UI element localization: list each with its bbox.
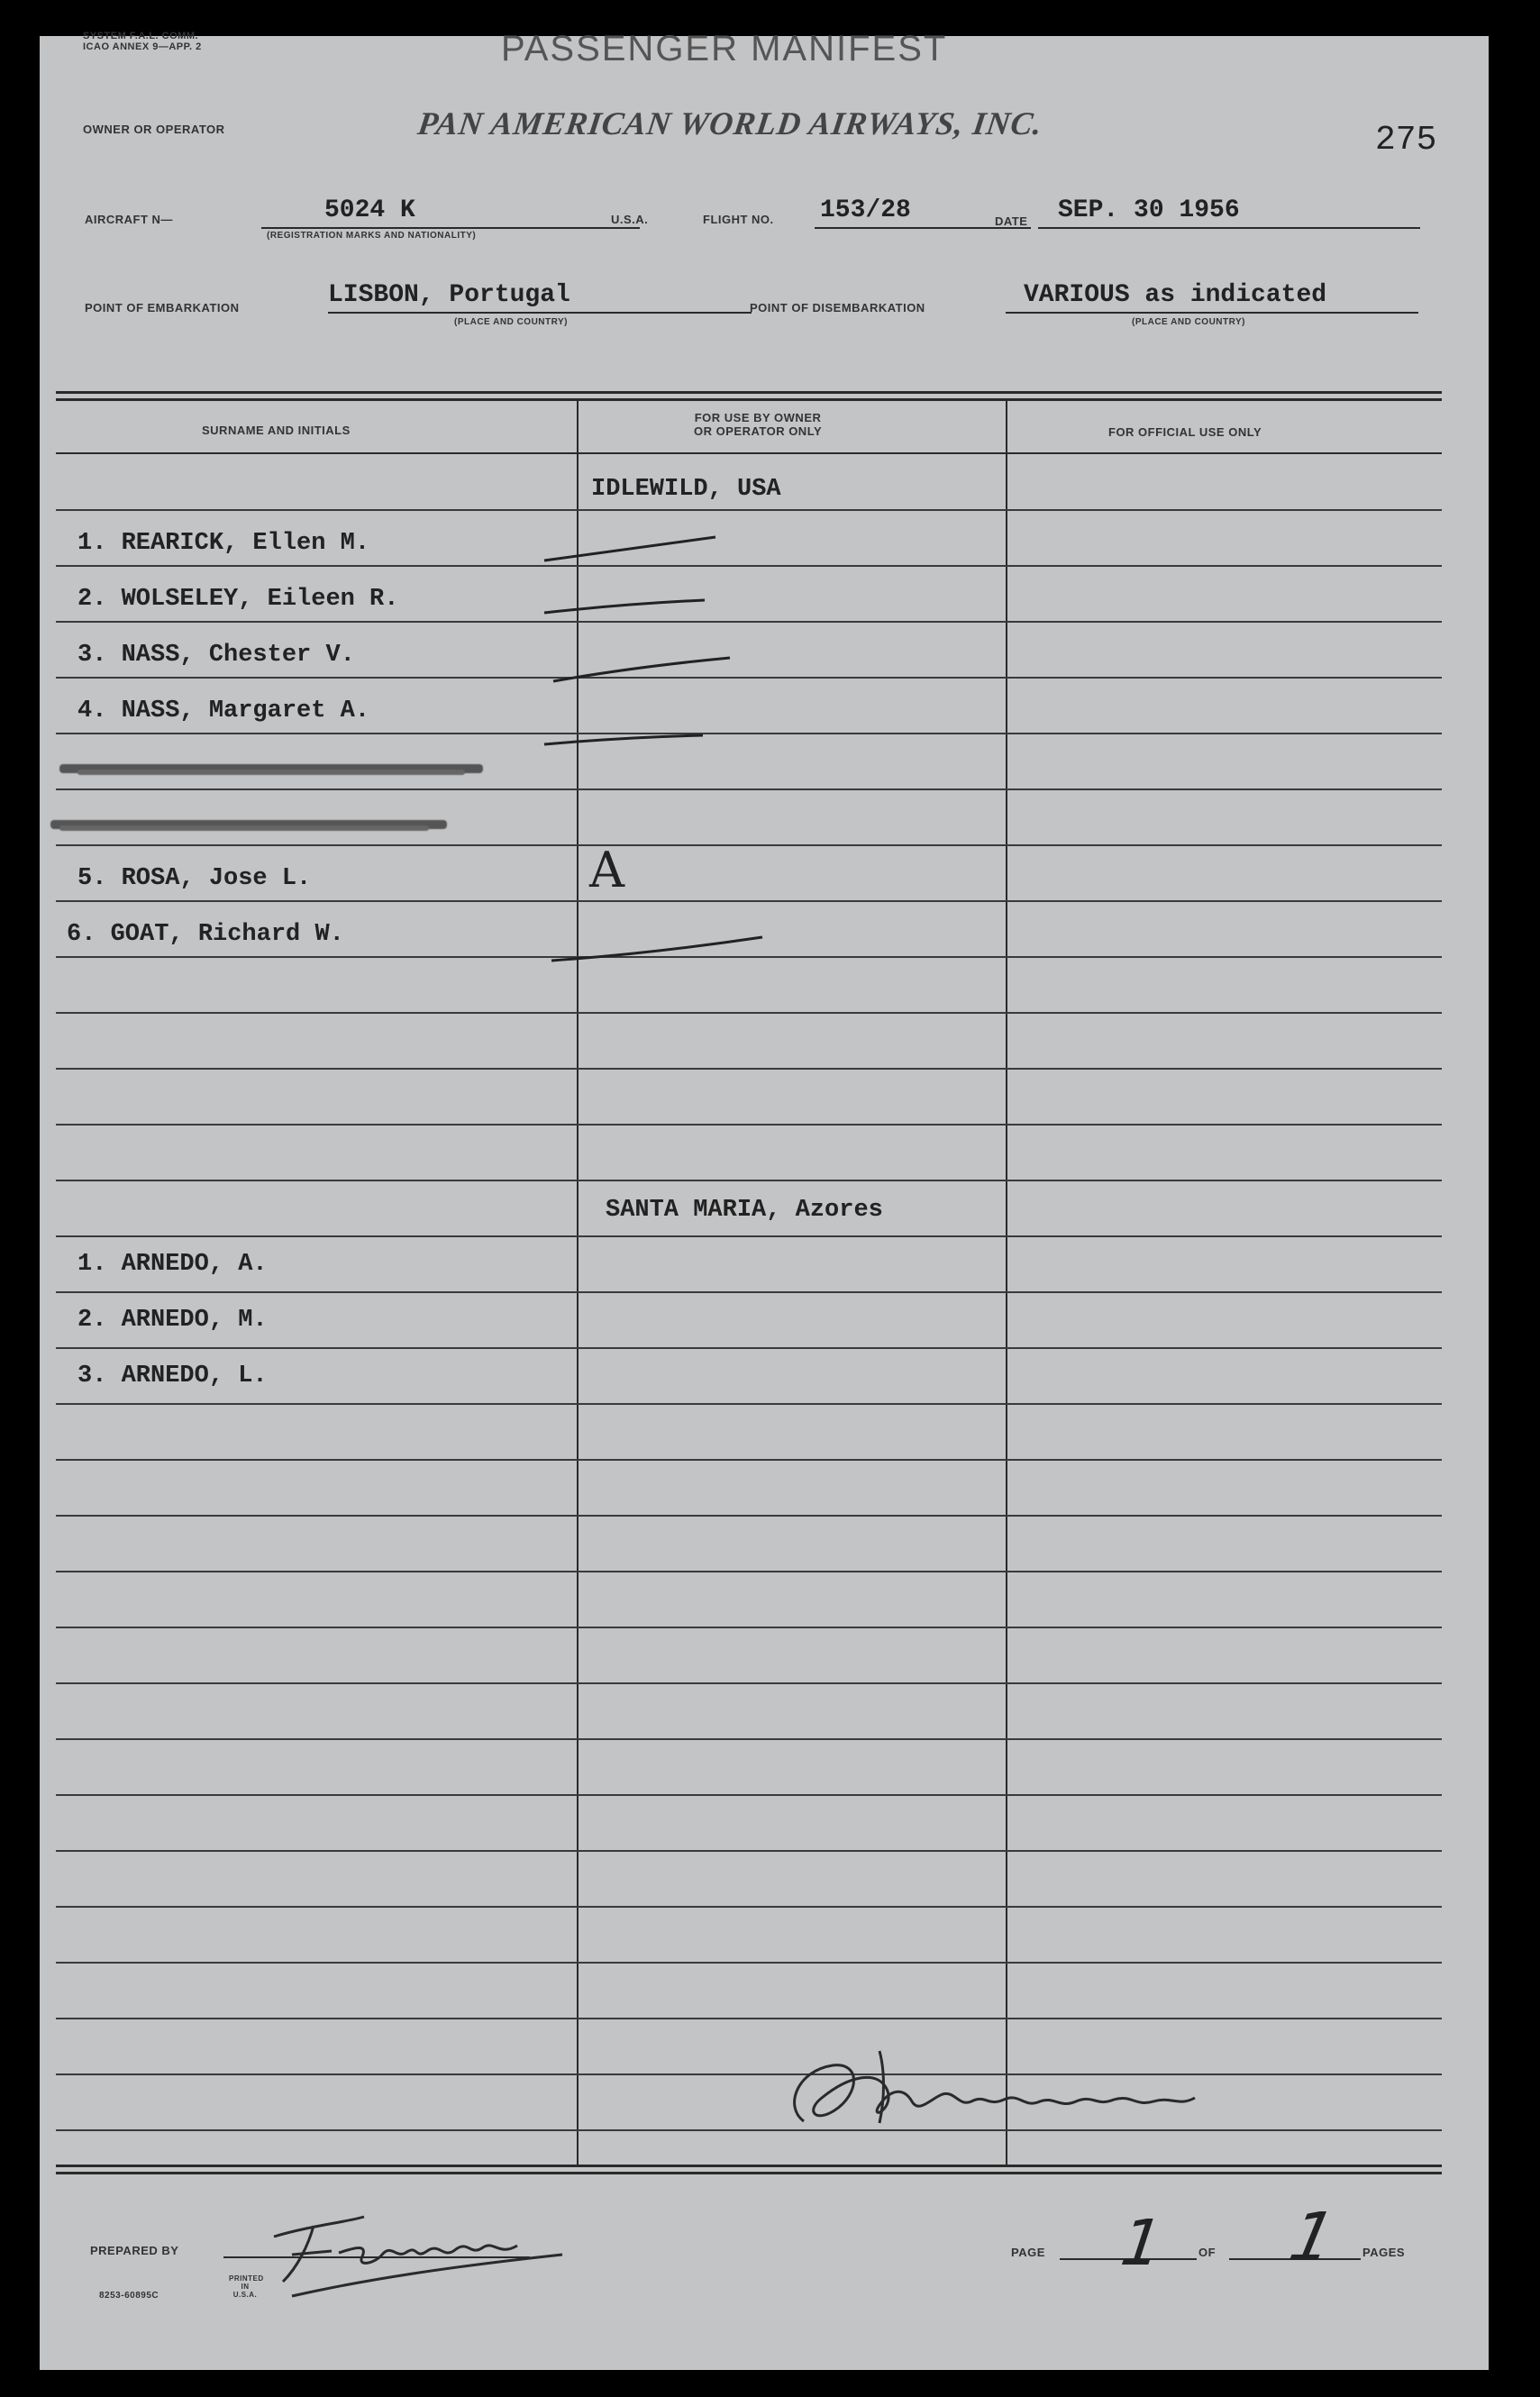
pages-label: PAGES — [1362, 2246, 1406, 2259]
passenger-row: 2. ARNEDO, M. — [77, 1307, 268, 1334]
destination-idlewild: IDLEWILD, USA — [591, 476, 781, 503]
ruled-line — [56, 1347, 1442, 1349]
check-mark — [553, 658, 730, 681]
ruled-line — [56, 1738, 1442, 1740]
embarkation-caption: (PLACE AND COUNTRY) — [454, 317, 568, 327]
struck-out-entry — [50, 813, 483, 840]
struck-out-entry — [59, 757, 492, 784]
embarkation-underline — [328, 312, 752, 314]
check-mark — [551, 937, 762, 961]
table-top-rule-2 — [56, 398, 1442, 401]
column-divider-2 — [1006, 400, 1007, 2166]
ruled-line — [56, 1459, 1442, 1461]
check-mark — [544, 600, 705, 613]
icao-ref: ICAO ANNEX 9—APP. 2 — [83, 41, 202, 52]
embarkation-point: LISBON, Portugal — [328, 281, 570, 309]
prepared-by-label: PREPARED BY — [90, 2244, 179, 2257]
col-header-official: FOR OFFICIAL USE ONLY — [1108, 425, 1262, 439]
passenger-row: 3. NASS, Chester V. — [77, 642, 355, 669]
preparer-signature — [256, 2181, 580, 2307]
disembarkation-label: POINT OF DISEMBARKATION — [750, 301, 925, 314]
table-bottom-rule-2 — [56, 2172, 1442, 2174]
ruled-line — [56, 1515, 1442, 1517]
destination-santa-maria: SANTA MARIA, Azores — [606, 1197, 883, 1224]
page-serial-number: 275 — [1375, 121, 1437, 159]
owner-label: OWNER OR OPERATOR — [83, 123, 225, 136]
of-value: 1 — [1274, 2199, 1349, 2276]
usa-label: U.S.A. — [611, 213, 649, 226]
printed-mark: PRINTED IN U.S.A. — [229, 2274, 264, 2299]
ruled-line — [56, 1962, 1442, 1964]
passenger-row: 6. GOAT, Richard W. — [67, 921, 344, 948]
form-code: 8253-60895C — [99, 2291, 159, 2301]
date-underline — [1038, 227, 1420, 229]
page-label: PAGE — [1011, 2246, 1045, 2259]
passenger-row: 1. ARNEDO, A. — [77, 1251, 268, 1278]
manifest-page — [40, 29, 1489, 2370]
ruled-line — [56, 2018, 1442, 2019]
embarkation-label: POINT OF EMBARKATION — [85, 301, 240, 314]
passenger-row: 5. ROSA, Jose L. — [77, 865, 312, 892]
col-header-owner-use — [694, 411, 822, 438]
col-header-surname: SURNAME AND INITIALS — [202, 424, 351, 437]
manifest-title: PASSENGER MANIFEST — [501, 29, 948, 68]
header-bottom-rule — [56, 452, 1442, 454]
disembarkation-point: VARIOUS as indicated — [1024, 281, 1327, 309]
passenger-row: 3. ARNEDO, L. — [77, 1363, 268, 1390]
aircraft-label: AIRCRAFT N— — [85, 213, 173, 226]
ruled-line — [56, 1124, 1442, 1126]
ruled-line — [56, 1068, 1442, 1070]
ruled-line — [56, 1571, 1442, 1572]
ruled-line — [56, 1906, 1442, 1908]
col-header-owner-use-line1: FOR USE BY OWNER — [694, 411, 822, 424]
official-signature — [779, 2035, 1247, 2143]
passenger-row: 2. WOLSELEY, Eileen R. — [77, 586, 399, 613]
ruled-line — [56, 1627, 1442, 1628]
ruled-line — [56, 1403, 1442, 1405]
flight-label: FLIGHT NO. — [703, 213, 774, 226]
passenger-row: 1. REARICK, Ellen M. — [77, 530, 370, 557]
page-value: 1 — [1108, 2206, 1173, 2280]
check-mark — [544, 735, 703, 744]
aircraft-underline — [261, 227, 640, 229]
flight-date: SEP. 30 1956 — [1058, 196, 1240, 224]
owner-handwritten-mark: A — [589, 842, 624, 898]
form-reference — [83, 31, 202, 52]
aircraft-registration: 5024 K — [324, 196, 415, 224]
passenger-row: 4. NASS, Margaret A. — [77, 697, 370, 725]
disembarkation-caption: (PLACE AND COUNTRY) — [1132, 317, 1245, 327]
table-top-rule-1 — [56, 391, 1442, 394]
aircraft-caption: (REGISTRATION MARKS AND NATIONALITY) — [267, 231, 477, 241]
ruled-line — [56, 1180, 1442, 1181]
operator-name: PAN AMERICAN WORLD AIRWAYS, INC. — [415, 105, 1045, 141]
table-bottom-rule-1 — [56, 2165, 1442, 2167]
ruled-line — [56, 1850, 1442, 1852]
ruled-line — [56, 1012, 1442, 1014]
owner-check-marks — [526, 505, 797, 973]
ruled-line — [56, 1794, 1442, 1796]
ruled-line — [56, 1291, 1442, 1293]
flight-number: 153/28 — [820, 196, 911, 224]
of-label: OF — [1198, 2246, 1217, 2259]
check-mark — [544, 537, 715, 561]
ruled-line — [56, 1235, 1442, 1237]
ruled-line — [56, 1682, 1442, 1684]
col-header-owner-use-line2: OR OPERATOR ONLY — [694, 424, 823, 438]
date-label: DATE — [995, 214, 1028, 228]
disembarkation-underline — [1006, 312, 1418, 314]
system-ref: SYSTEM F.A.L. COMM. — [83, 31, 199, 41]
